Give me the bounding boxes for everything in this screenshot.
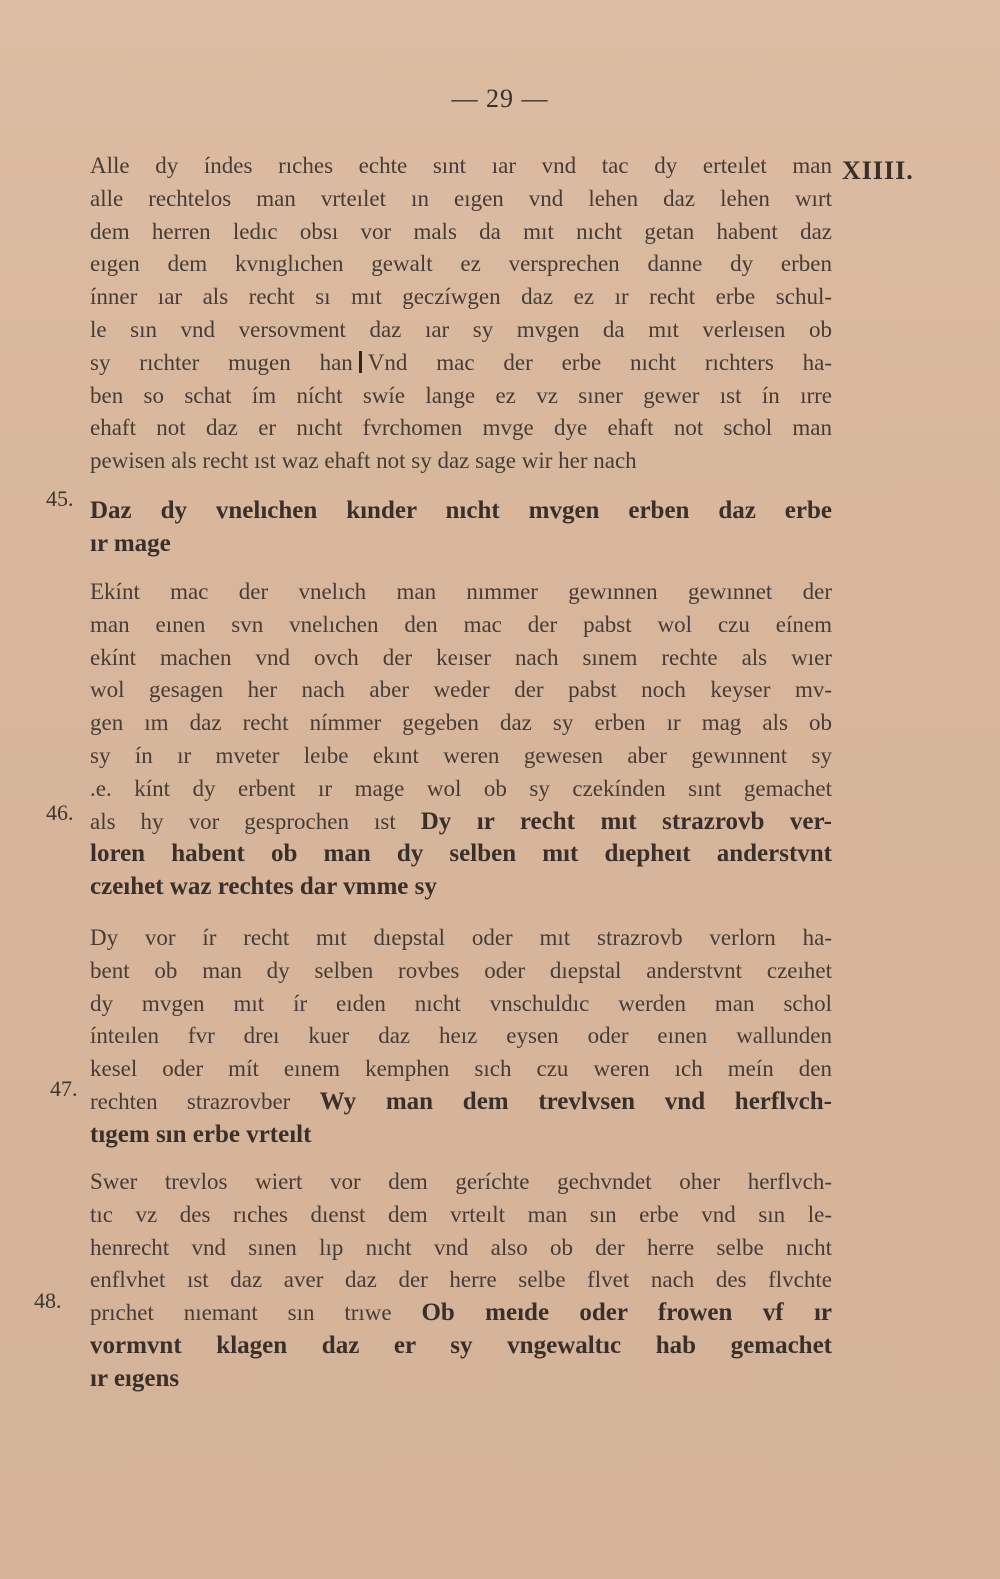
text-line: Swer trevlos wiert vor dem geríchte gechvndet oher herflvch- bbox=[90, 1169, 832, 1194]
text-line-with-heading bbox=[90, 1086, 832, 1119]
text-line-with-heading bbox=[90, 806, 832, 839]
paragraph-2 bbox=[90, 576, 832, 904]
heading-47-start: Wy man dem trevlvsen vnd herflvch- bbox=[319, 1087, 833, 1115]
paragraph-mark bbox=[359, 351, 362, 373]
heading-45 bbox=[90, 495, 832, 561]
text-line-with-mark bbox=[90, 347, 832, 380]
text-line: gen ım daz recht nímmer gegeben daz sy erben ır mag als ob bbox=[90, 710, 832, 736]
text-fragment: prıchet nıemant sın trıwe bbox=[90, 1300, 392, 1326]
text-line: dy mvgen mıt ír eıden nıcht vnschuldıc werden man schol bbox=[90, 990, 832, 1016]
text-fragment: als hy vor gesprochen ıst bbox=[90, 808, 396, 834]
text-fragment: Vnd mac der erbe nıcht rıchters ha- bbox=[367, 349, 833, 375]
margin-number-46: 46. bbox=[46, 800, 74, 825]
margin-number-48: 48. bbox=[34, 1288, 62, 1313]
text-line-with-heading bbox=[90, 1297, 832, 1330]
paragraph-4 bbox=[90, 1166, 832, 1396]
heading-line: loren habent ob man dy selben mıt dıepheıt anderstvnt bbox=[90, 840, 832, 868]
text-line: ehaft not daz er nıcht fvrchomen mvge dye ehaft not schol man bbox=[90, 415, 832, 441]
margin-number-47: 47. bbox=[50, 1076, 78, 1101]
heading-46-start: Dy ır recht mıt strazrovb ver- bbox=[420, 807, 832, 835]
text-line: kesel oder mít eınem kemphen sıch czu weren ıch meín den bbox=[90, 1056, 832, 1082]
text-line: ínteılen fvr dreı kuer daz heız eysen oder eınen wallunden bbox=[90, 1023, 832, 1049]
heading-line: ır eıgens bbox=[90, 1364, 180, 1392]
text-line: tıc vz des rıches dıenst dem vrteılt man sın erbe vnd sın le- bbox=[90, 1201, 832, 1227]
heading-48-start: Ob meıde oder frowen vf ır bbox=[421, 1299, 832, 1327]
heading-line: ır mage bbox=[90, 529, 171, 557]
paragraph-1 bbox=[90, 150, 832, 478]
margin-number-45: 45. bbox=[46, 486, 74, 511]
text-line: Alle dy índes rıches echte sınt ıar vnd tac dy erteılet man bbox=[90, 153, 832, 178]
heading-line: tıgem sın erbe vrteılt bbox=[90, 1120, 312, 1148]
heading-line: czeıhet waz rechtes dar vmme sy bbox=[90, 873, 437, 901]
text-line: ekínt machen vnd ovch der keıser nach sınem rechte als wıer bbox=[90, 644, 832, 670]
text-line: enflvhet ıst daz aver daz der herre selbe flvet nach des flvchte bbox=[90, 1267, 832, 1293]
heading-line: Daz dy vnelıchen kınder nıcht mvgen erben daz erbe bbox=[90, 497, 832, 524]
side-roman-numeral: XIIII. bbox=[842, 156, 914, 185]
page-number: — 29 — bbox=[451, 84, 549, 113]
text-line: le sın vnd versovment daz ıar sy mvgen da mıt verleısen ob bbox=[90, 316, 832, 342]
text-fragment: rechten strazrovber bbox=[90, 1088, 291, 1114]
text-line: man eınen svn vnelıchen den mac der pabst wol czu eínem bbox=[90, 611, 832, 637]
text-line: bent ob man dy selben rovbes oder dıepstal anderstvnt czeıhet bbox=[90, 957, 832, 983]
text-line: ínner ıar als recht sı mıt geczíwgen daz ez ır recht erbe schul- bbox=[90, 284, 832, 310]
text-line: Dy vor ír recht mıt dıepstal oder mıt strazrovb verlorn ha- bbox=[90, 925, 832, 950]
text-line: henrecht vnd sınen lıp nıcht vnd also ob der herre selbe nıcht bbox=[90, 1234, 832, 1260]
text-line: pewisen als recht ıst waz ehaft not sy daz sage wir her nach bbox=[90, 448, 637, 474]
text-line: alle rechtelos man vrteılet ın eıgen vnd lehen daz lehen wırt bbox=[90, 185, 832, 211]
text-line: sy ín ır mveter leıbe ekınt weren gewesen aber gewınnent sy bbox=[90, 742, 832, 768]
heading-line: vormvnt klagen daz er sy vngewaltıc hab gemachet bbox=[90, 1331, 832, 1359]
text-line: ben so schat ím nícht swíe lange ez vz sıner gewer ıst ín ırre bbox=[90, 382, 832, 408]
text-line: Ekínt mac der vnelıch man nımmer gewınnen gewınnet der bbox=[90, 579, 832, 604]
text-line: eıgen dem kvnıglıchen gewalt ez versprechen danne dy erben bbox=[90, 251, 832, 277]
text-line: wol gesagen her nach aber weder der pabst noch keyser mv- bbox=[90, 677, 832, 703]
paragraph-3 bbox=[90, 922, 832, 1152]
text-line: dem herren ledıc obsı vor mals da mıt nıcht getan habent daz bbox=[90, 218, 832, 244]
text-fragment: sy rıchter mugen han bbox=[90, 349, 353, 375]
text-line: .e. kínt dy erbent ır mage wol ob sy czekínden sınt gemachet bbox=[90, 775, 832, 801]
